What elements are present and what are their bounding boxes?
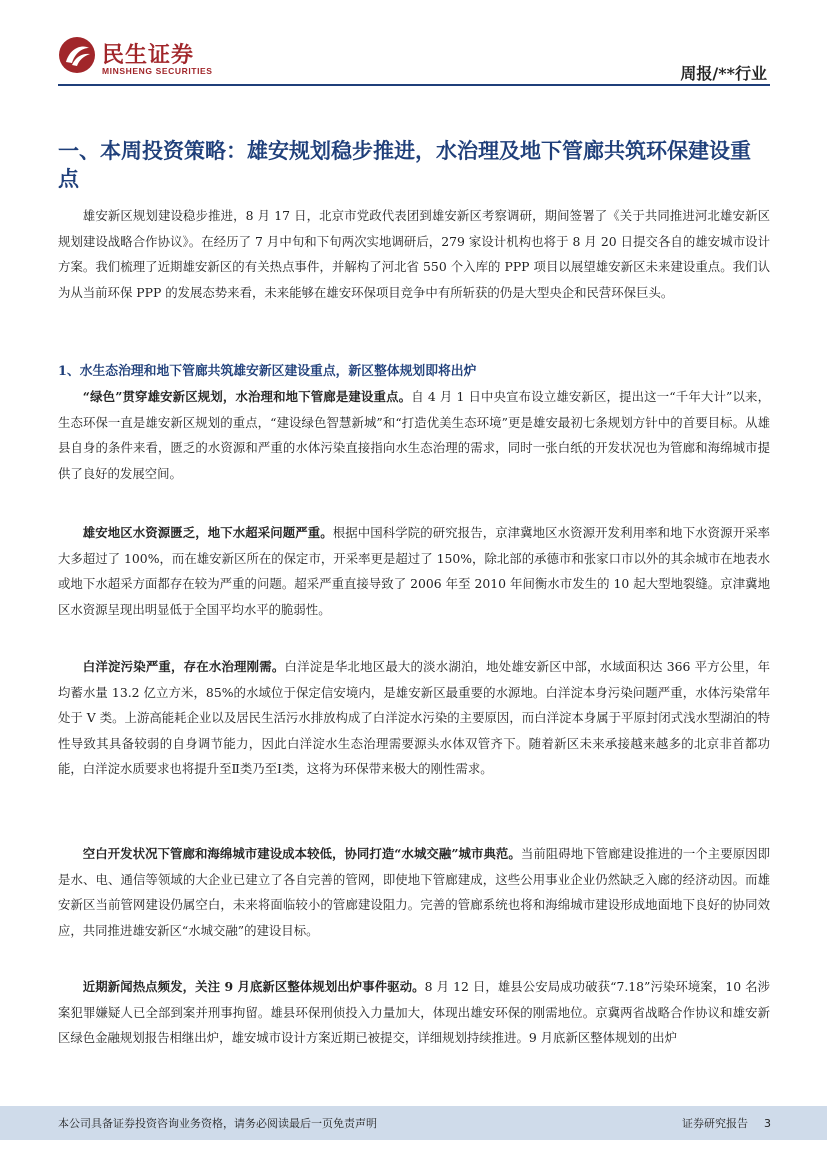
paragraph-lead: “绿色”贯穿雄安新区规划，水治理和地下管廊是建设重点。 <box>82 389 412 404</box>
paragraph-text: 根据中国科学院的研究报告，京津冀地区水资源开发利用率和地下水资源开采率大多超过了 100%，而在雄安新区所在的保定市，开采率更是超过了 150%，除北部的承德市和张家口市以外的其余城市在地表水或地下水超采方面都存在较为严重的问题。超采严重直接导致了 2006 年至 2010 年间衡水市发生的 10 起大型地裂缝。京津冀地区水资源呈现出明显低于全国平均水平的脆弱性。 <box>58 525 771 617</box>
paragraph-green-planning <box>58 384 770 486</box>
page-number: 3 <box>764 1117 771 1130</box>
minsheng-logo-icon <box>58 36 96 74</box>
logo-english-name: MINSHENG SECURITIES <box>102 66 213 76</box>
footer-doc-type: 证券研究报告 <box>682 1117 748 1130</box>
footer-disclaimer: 本公司具备证券投资咨询业务资格，请务必阅读最后一页免责声明 <box>58 1117 377 1130</box>
paragraph-text: 白洋淀是华北地区最大的淡水湖泊，地处雄安新区中部，水域面积达 366 平方公里，年均蓄水量 13.2 亿立方米，85%的水域位于保定信安境内，是雄安新区最重要的水源地。白洋淀本身污染问题严重，水体污染常年处于 V 类。上游高能耗企业以及居民生活污水排放构成了白洋淀水污染的主要原因，而白洋淀本身属于平原封闭式浅水型湖泊的特性导致其具备较弱的自身调节能力，因此白洋淀水生态治理需要源头水体双管齐下。随着新区未来承接越来越多的北京非首都功能，白洋淀水质要求也将提升至Ⅱ类乃至Ⅰ类，这将为环保带来极大的刚性需求。 <box>58 659 771 776</box>
section-title: 一、本周投资策略：雄安规划稳步推进，水治理及地下管廊共筑环保建设重点 <box>58 138 751 191</box>
paragraph-text: 自 4 月 1 日中央宣布设立雄安新区，提出这一“千年大计”以来，生态环保一直是雄安新区规划的重点，“建设绿色智慧新城”和“打造优美生态环境”更是雄安最初七条规划方针中的首要目标。从雄县自身的条件来看，匮乏的水资源和严重的水体污染直接指向水生态治理的需求，同时一张白纸的开发状况也为管廊和海绵城市提供了良好的发展空间。 <box>58 389 770 481</box>
logo-chinese-name: 民生证券 <box>102 43 195 68</box>
paragraph-lead: 白洋淀污染严重，存在水治理刚需。 <box>82 659 285 674</box>
intro-paragraph: 雄安新区规划建设稳步推进，8 月 17 日，北京市党政代表团到雄安新区考察调研，期间签署了《关于共同推进河北雄安新区规划建设战略合作协议》。在经历了 7 月中旬和下旬两次实地调研后，279 家设计机构也将于 8 月 20 日提交各自的雄安城市设计方案。我们梳理了近期雄安新区的有关热点事件，并解构了河北省 550 个入库的 PPP 项目以展望雄安新区未来建设重点。我们认为从当前环保 PPP 的发展态势来看，未来能够在雄安环保项目竞争中有所斩获的仍是大型央企和民营环保巨头。 <box>58 208 770 300</box>
header-divider <box>58 84 770 86</box>
report-type-label: 周报/**行业 <box>680 64 767 83</box>
paragraph-text: 当前阻碍地下管廊建设推进的一个主要原因即是水、电、通信等领域的大企业已建立了各自完善的管网，即使地下管廊建成，这些公用事业企业仍然缺乏入廊的经济动因。而雄安新区当前管网建设仍属空白，未来将面临较小的管廊建设阻力。完善的管廊系统也将和海绵城市建设形成地面地下良好的协同效应，共同推进雄安新区“水城交融”的建设目标。 <box>58 846 770 938</box>
subsection-heading: 1、水生态治理和地下管廊共筑雄安新区建设重点，新区整体规划即将出炉 <box>58 364 477 379</box>
footer-meta <box>666 1115 771 1131</box>
paragraph-text: 8 月 12 日，雄县公安局成功破获“7.18”污染环境案，10 名涉案犯罪嫌疑人已全部到案并刑事拘留。雄县环保刑侦投入力量加大，体现出雄安环保的刚需地位。京冀两省战略合作协议和雄安新区绿色金融规划报告相继出炉，雄安城市设计方案近期已被提交，详细规划持续推进。9 月底新区整体规划的出炉 <box>58 979 770 1045</box>
paragraph-lead: 近期新闻热点频发，关注 9 月底新区整体规划出炉事件驱动。 <box>82 979 425 994</box>
paragraph-water-scarcity <box>58 520 770 622</box>
paragraph-baiyangdian <box>58 654 770 782</box>
page-header <box>0 0 827 92</box>
page-footer <box>0 1106 827 1140</box>
paragraph-lead: 雄安地区水资源匮乏，地下水超采问题严重。 <box>82 525 333 540</box>
paragraph-lead: 空白开发状况下管廊和海绵城市建设成本较低，协同打造“水城交融”城市典范。 <box>82 846 521 861</box>
company-logo <box>58 36 258 80</box>
paragraph-pipe-gallery <box>58 841 770 943</box>
paragraph-news-hotspots <box>58 974 770 1051</box>
